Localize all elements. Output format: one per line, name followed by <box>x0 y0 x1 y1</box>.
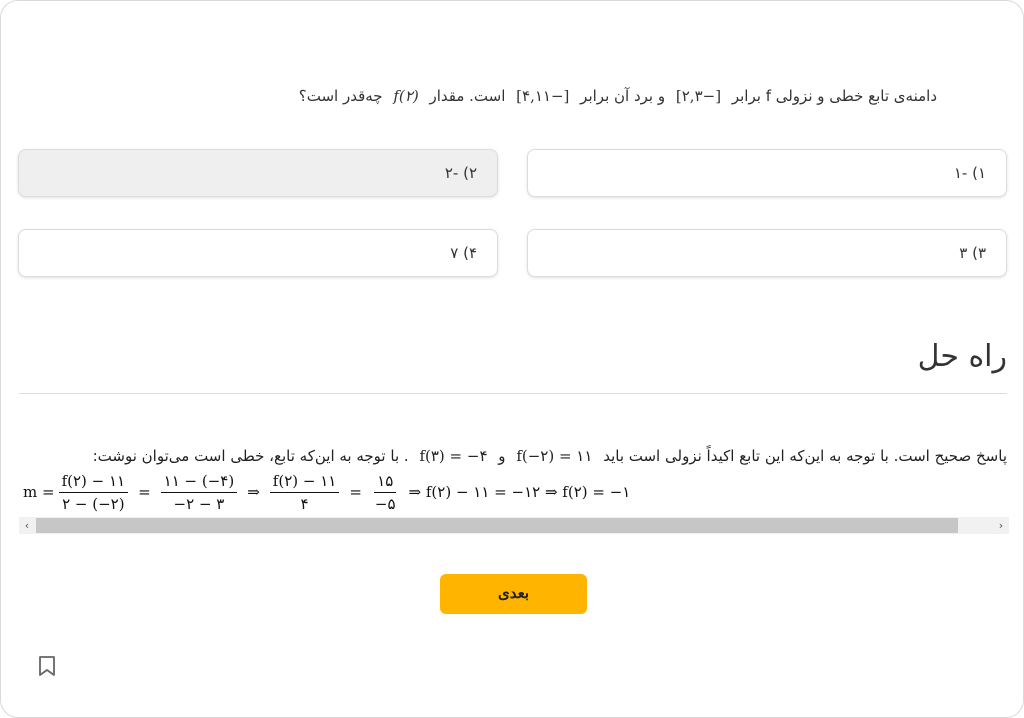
next-button[interactable]: بعدی <box>440 574 587 614</box>
solution-title: راه حل <box>917 339 1007 374</box>
solution-text-part: پاسخ صحیح است. با توجه به این‌که این تابع اکیداً نزولی است باید <box>603 447 1007 465</box>
fraction-numerator: f(۲) − ۱۱ <box>59 472 129 493</box>
fraction <box>59 472 129 513</box>
equation-tail: ⇒ f(۲) − ۱۱ = −۱۲ ⇒ f(۲) = −۱ <box>408 483 631 501</box>
solution-equation <box>23 467 636 517</box>
question-text-part: و برد آن برابر <box>580 87 666 105</box>
fraction-numerator: ۱۵ <box>374 472 396 493</box>
option-label: ۱) -۱ <box>953 164 986 182</box>
option-3[interactable] <box>527 229 1007 277</box>
bookmark-icon[interactable] <box>37 655 57 677</box>
fraction <box>161 472 238 513</box>
option-4[interactable] <box>18 229 498 277</box>
target-expression <box>387 87 424 105</box>
bookmark-icon-graphic <box>37 655 57 677</box>
question-text <box>237 85 937 107</box>
horizontal-scrollbar[interactable] <box>19 517 1009 534</box>
option-label: ۴) ۷ <box>450 244 477 262</box>
fraction-numerator: ۱۱ − (−۴) <box>161 472 238 493</box>
implies-arrow: ⇒ <box>247 483 260 501</box>
fraction-denominator: ۴ <box>300 494 309 513</box>
question-text-part: دامنه‌ی تابع خطی و نزولی f برابر <box>731 87 937 105</box>
domain-interval: [−۲,۳] <box>675 87 722 105</box>
equals-sign: = <box>138 483 151 501</box>
fraction-numerator: f(۲) − ۱۱ <box>270 472 340 493</box>
condition-2: f(۳) = −۴ <box>419 447 488 465</box>
fraction-denominator: ۲ − (−۲) <box>62 494 125 513</box>
option-label: ۳) ۳ <box>959 244 986 262</box>
scroll-thumb[interactable] <box>36 518 958 533</box>
fraction <box>270 472 340 513</box>
question-text-part: چه‌قدر است؟ <box>298 87 383 105</box>
slope-label: m = <box>23 483 55 501</box>
fraction-denominator: −۲ − ۳ <box>173 494 225 513</box>
solution-text <box>17 445 1007 467</box>
option-1[interactable] <box>527 149 1007 197</box>
solution-text-part: و <box>498 447 506 465</box>
divider <box>19 393 1007 394</box>
option-2[interactable] <box>18 149 498 197</box>
option-label: ۲) -۲ <box>444 164 477 182</box>
scroll-left-icon[interactable]: ‹ <box>24 519 30 532</box>
fraction-denominator: −۵ <box>374 494 396 513</box>
question-text-part: است. مقدار <box>429 87 506 105</box>
range-interval: [−۴,۱۱] <box>516 87 570 105</box>
condition-1: f(−۲) = ۱۱ <box>516 447 593 465</box>
scroll-right-icon[interactable]: › <box>998 519 1004 532</box>
fraction <box>372 472 399 513</box>
target-value: f(۲) <box>393 87 419 105</box>
equals-sign: = <box>349 483 362 501</box>
solution-text-part: . با توجه به این‌که تابع، خطی است می‌توان نوشت: <box>92 447 409 465</box>
